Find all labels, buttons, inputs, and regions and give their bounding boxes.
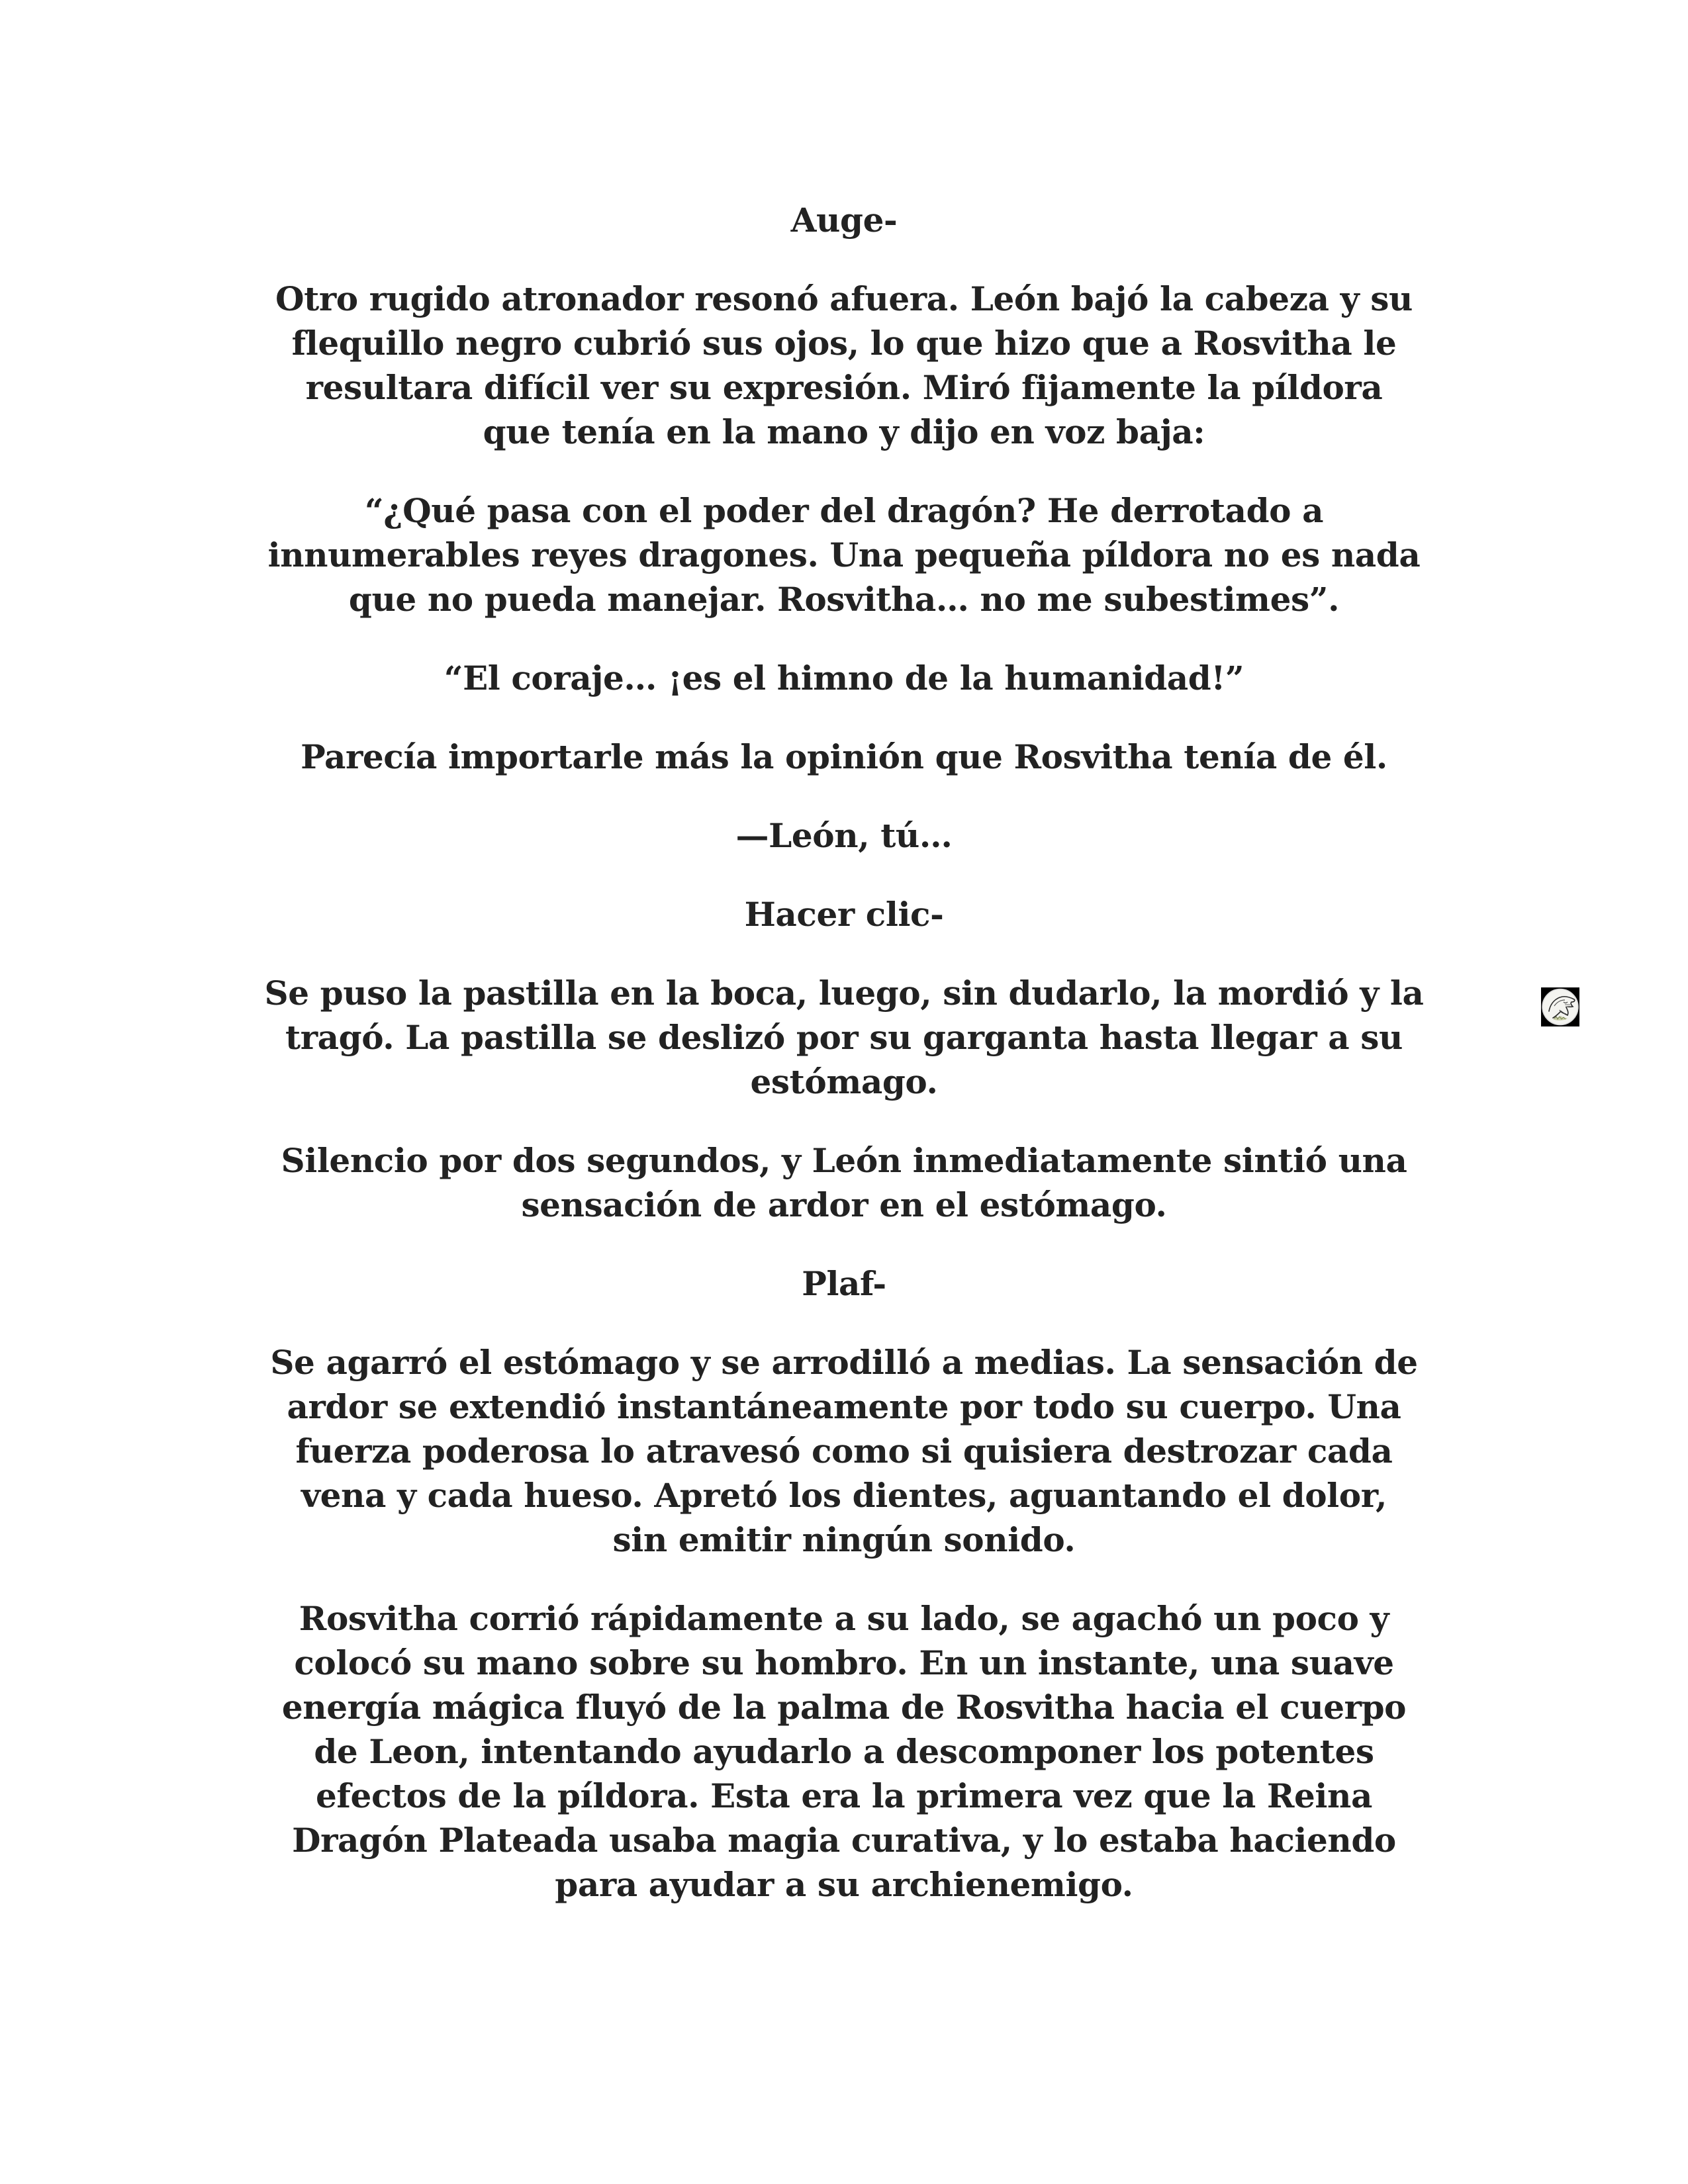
text-line: efectos de la píldora. Esta era la primera vez que la Reina: [316, 1776, 1372, 1815]
story-paragraph: [199, 277, 1489, 454]
text-line: Parecía importarle más la opinión que Rosvitha tenía de él.: [301, 737, 1387, 776]
text-line: para ayudar a su archienemigo.: [555, 1865, 1133, 1904]
text-line: “¿Qué pasa con el poder del dragón? He derrotado a: [364, 491, 1324, 530]
text-line: Se puso la pastilla en la boca, luego, sin dudarlo, la mordió y la: [264, 974, 1424, 1013]
text-line: Silencio por dos segundos, y León inmediatamente sintió una: [281, 1141, 1407, 1180]
story-paragraph: [199, 971, 1489, 1104]
text-line: Hacer clic-: [744, 895, 944, 934]
dragon-head-emblem-icon: [1541, 987, 1579, 1026]
text-line: Se agarró el estómago y se arrodilló a medias. La sensación de: [270, 1343, 1418, 1382]
story-paragraph: [199, 813, 1489, 858]
text-line: vena y cada hueso. Apretó los dientes, aguantando el dolor,: [301, 1476, 1387, 1515]
text-line: que no pueda manejar. Rosvitha… no me subestimes”.: [348, 580, 1340, 619]
story-paragraph: [199, 1596, 1489, 1907]
sound-effect-heading: [199, 198, 1489, 242]
text-line: fuerza poderosa lo atravesó como si quisiera destrozar cada: [295, 1432, 1393, 1471]
text-line: que tenía en la mano y dijo en voz baja:: [483, 412, 1205, 451]
text-line: sin emitir ningún sonido.: [612, 1520, 1076, 1559]
text-line: “El coraje… ¡es el himno de la humanidad!”: [444, 659, 1244, 698]
text-line: resultara difícil ver su expresión. Miró fijamente la píldora: [305, 368, 1383, 407]
text-line: energía mágica fluyó de la palma de Rosvitha hacia el cuerpo: [281, 1688, 1407, 1727]
sound-effect-heading: [199, 892, 1489, 936]
text-line: Dragón Plateada usaba magia curativa, y lo estaba haciendo: [292, 1821, 1396, 1860]
text-line: tragó. La pastilla se deslizó por su garganta hasta llegar a su: [285, 1018, 1403, 1057]
text-line: Otro rugido atronador resonó afuera. León bajó la cabeza y su: [275, 279, 1413, 318]
text-line: flequillo negro cubrió sus ojos, lo que hizo que a Rosvitha le: [291, 324, 1397, 363]
sound-effect-heading: [199, 1261, 1489, 1306]
text-line: Plaf-: [802, 1264, 886, 1303]
story-paragraph: [199, 488, 1489, 621]
text-line: —León, tú…: [735, 816, 953, 855]
story-paragraph: [199, 1138, 1489, 1227]
text-line: sensación de ardor en el estómago.: [521, 1185, 1167, 1224]
story-paragraph: [199, 1340, 1489, 1562]
text-line: de Leon, intentando ayudarlo a descomponer los potentes: [314, 1732, 1374, 1771]
story-text: [199, 198, 1489, 1941]
text-line: ardor se extendió instantáneamente por todo su cuerpo. Una: [287, 1387, 1401, 1426]
story-paragraph: [199, 735, 1489, 779]
text-line: colocó su mano sobre su hombro. En un instante, una suave: [294, 1643, 1394, 1682]
text-line: Auge-: [790, 201, 898, 240]
text-line: estómago.: [750, 1062, 938, 1101]
text-line: Rosvitha corrió rápidamente a su lado, se agachó un poco y: [299, 1599, 1389, 1638]
text-line: innumerables reyes dragones. Una pequeña píldora no es nada: [267, 535, 1421, 574]
story-paragraph: [199, 656, 1489, 700]
